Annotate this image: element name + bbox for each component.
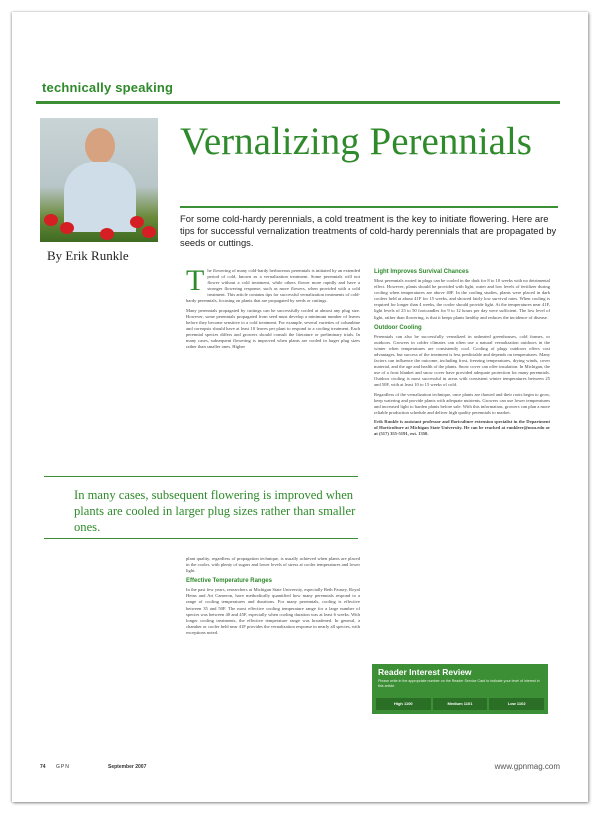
body-paragraph: he flowering of many cold-hardy herbaceous perennials is initiated by an extended period of cold, known as a vernalization treatment. Some perennials will not flower without a cold treatment, while others flower more rapidly and have a stronger flowering response, such as more flowers, when provided with a cold treatment. This article contains tips for successful vernalization treatments of cold-hardy perennials, focusing on plants that are propagated by seeds or cuttings. — [186, 268, 360, 304]
body-paragraph: Many perennials propagated by cuttings can be successfully cooled at almost any plug size. However, some perennials propagated from seed must develop a minimum number of leaves before they become sensitive to a cold treatment. For example, several varieties of columbine and coreopsis should have at least 10 leaves per plant to respond to a cooling treatment. Each perennial species differs and growers should consult the literature or preliminary trials. In many cases, subsequent flowering is improved when plants are cooled in larger plug sizes rather than smaller ones. Higher — [186, 307, 360, 350]
reader-interest-title: Reader Interest Review — [378, 667, 472, 677]
pull-quote-rule-top — [44, 476, 358, 477]
interest-low: Low 1102 — [489, 698, 544, 710]
column-2 — [374, 266, 550, 658]
flower-shape — [130, 216, 144, 228]
subhead: Effective Temperature Ranges — [186, 578, 272, 585]
author-photo-head — [85, 128, 115, 164]
column-1-bottom — [186, 556, 360, 756]
article-deck: For some cold-hardy perennials, a cold treatment is the key to initiate flowering. Here are tips for successful vernalization treatments of cold-hardy perennials that are propagated by seeds or cuttings. — [180, 213, 557, 248]
body-paragraph: Regardless of the vernalization technique, once plants are thawed and their roots begin to grow, keep watering and provide plants with adequate nutrients. Growers can use lower temperatures and increased light to harden plants before sale. With this information, growers can plan a more reliable production schedule and deliver high quality perennials to market. — [374, 391, 550, 415]
body-paragraph: plant quality, regardless of propagation technique, is usually achieved when plants are placed in the cooler, with plenty of sugars and lower levels of stress at cooler temperatures and lower light. — [186, 556, 360, 574]
subhead: Light Improves Survival Chances — [374, 269, 469, 275]
body-paragraph: In the past few years, researchers at Michigan State University, especially Beth Fausey, Royal Heins and Art Cameron, have methodically quantified how many perennials respond to a range of cooling temperatures and durations. For many perennials, cooling is effective between 35 and 50F. The most effective cooling temperature range for a large number of species was between 40 and 45F, especially when cooling duration was at least 6 weeks. With longer cooling treatments, the effective temperature range was broadened. In general, a chamber or cooler held near 41F provides the vernalization response in nearly all species, with exceptions noted. — [186, 587, 360, 635]
reader-interest-box — [372, 664, 548, 714]
pull-quote — [44, 476, 358, 540]
page-footer — [40, 764, 560, 774]
flower-shape — [60, 222, 74, 234]
flower-shape — [44, 214, 58, 226]
reader-interest-options — [376, 698, 544, 710]
body-paragraph: Perennials can also be successfully vernalized in unheated greenhouses, cold frames, or outdoors. Growers in colder climates can often use a natural vernalization outdoors in the winter when temperatures are consistently cool. Cooling of plugs outdoors offers cost advantages, but success of the treatment is less predictable and depends on temperatures. Many factors can influence the outcome, including frost, freezing temperatures, drying winds, cover material, and the age and health of the plants. Snow cover can offer insulation. In Michigan, the use of a frost blanket and snow cover have provided adequate protection for many perennials. Outdoor cooling is most successful in areas with consistent winter temperatures between 25 and 50F, with at least 10 to 15 weeks of cold. — [374, 333, 550, 388]
author-photo — [40, 118, 158, 242]
section-divider — [36, 101, 560, 104]
pull-quote-rule-bottom — [44, 538, 358, 539]
body-paragraph: Most perennials rooted in plugs can be cooled in the dark for 8 to 10 weeks with no detrimental effect. However, plants should be provided with light, water and low levels of fertilizer during cooling when temperatures are above 40F. In the cooling studies, plants were placed in dark coolers held at about 41F for 15 weeks, and showed fairly low survival rates. When cooling is required for longer than 4 weeks, the cooler should provide light. At the temperatures near 41F, light levels of 25 to 50 footcandles for 9 to 12 hours per day were sufficient. The low level of light, rather than flowering, is that it keeps plants healthy and reduces the incidence of disease. — [374, 278, 550, 320]
interest-medium: Medium 1101 — [433, 698, 488, 710]
title-divider — [180, 206, 558, 208]
author-bio: Erik Runkle is assistant professor and floriculture extension specialist in the Department of Horticulture at Michigan State University. He can be reached at runkleer@msu.edu or at (517) 355-5191, ext. 1350. — [374, 418, 550, 437]
issue-date: September 2007 — [108, 764, 147, 770]
flower-shape — [100, 228, 114, 240]
magazine-name: GPN — [56, 764, 70, 770]
section-label: technically speaking — [42, 80, 174, 95]
drop-cap: T — [186, 268, 205, 297]
author-photo-body — [64, 162, 136, 232]
flower-shape — [142, 226, 156, 238]
article-title: Vernalizing Perennials — [180, 120, 532, 163]
subhead: Outdoor Cooling — [374, 324, 422, 331]
reader-interest-subtitle: Please write in the appropriate number on the Reader Service Card to indicate your level of interest in this article. — [378, 679, 540, 688]
byline: By Erik Runkle — [47, 248, 129, 263]
interest-high: High 1100 — [376, 698, 431, 710]
column-1-top — [186, 268, 360, 472]
pull-quote-text: In many cases, subsequent flowering is improved when plants are cooled in larger plug sizes rather than smaller ones. — [74, 488, 356, 534]
page-number: 74 — [40, 764, 46, 770]
website-url: www.gpnmag.com — [494, 762, 560, 771]
